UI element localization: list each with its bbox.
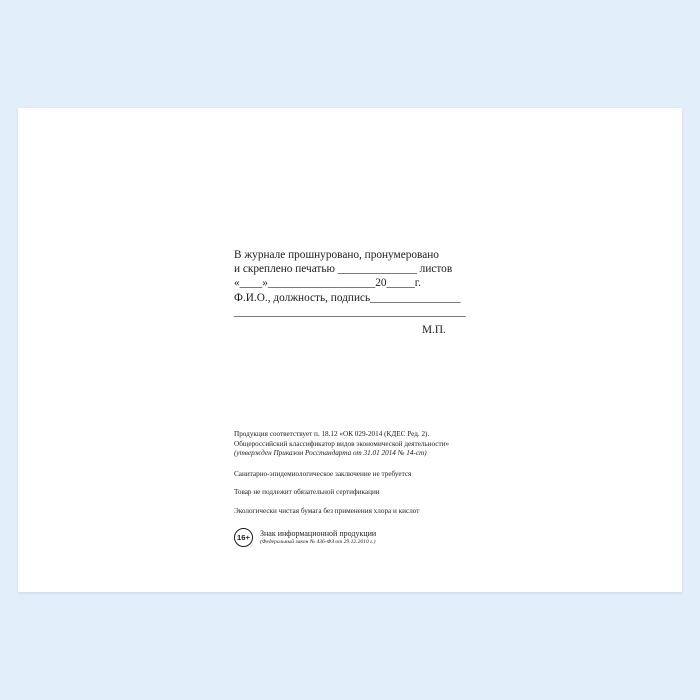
age-mark-text [260,529,376,546]
page-content [214,108,644,592]
spacer-3 [234,498,504,507]
certification-block [234,248,484,319]
document-page [18,108,682,592]
certification-line-2: и скреплено печатью ______________ листов [234,263,453,276]
note-sanitary: Санитарно-эпидемиологическое заключение не требуется [234,469,412,478]
certification-line-4: Ф.И.О., должность, подпись________________ [234,291,461,304]
certification-line-3: «____»___________________20_____г. [234,277,421,290]
compliance-line-1: Продукция соответствует п. 18.12 «ОК 029-2014 (КДЕС Ред. 2). [234,430,430,438]
compliance-line-italic: (утвержден Приказом Росстандарта от 31.01 2014 № 14-ст) [234,449,427,458]
footer-block [234,430,504,547]
certification-line-1: В журнале прошнуровано, пронумеровано [234,249,439,261]
age-mark-title: Знак информационной продукции [260,528,377,538]
age-rating-icon: 16+ [234,528,253,547]
spacer-1 [234,459,504,470]
spacer-2 [234,479,504,488]
note-certification: Товар не подлежит обязательной сертификации [234,488,380,497]
certification-line-5: _________________________________________ [234,305,466,318]
note-eco-paper: Экологически чистая бумага без применения хлора и кислот [234,506,420,515]
compliance-line-2: Общероссийский классификатор видов экономической деятельности» [234,439,450,448]
age-mark-row [234,528,504,547]
age-mark-subtitle: (Федеральный закон № 436-ФЗ от 29.12.2010 г.) [260,538,376,545]
seal-mark: М.П. [422,324,446,336]
